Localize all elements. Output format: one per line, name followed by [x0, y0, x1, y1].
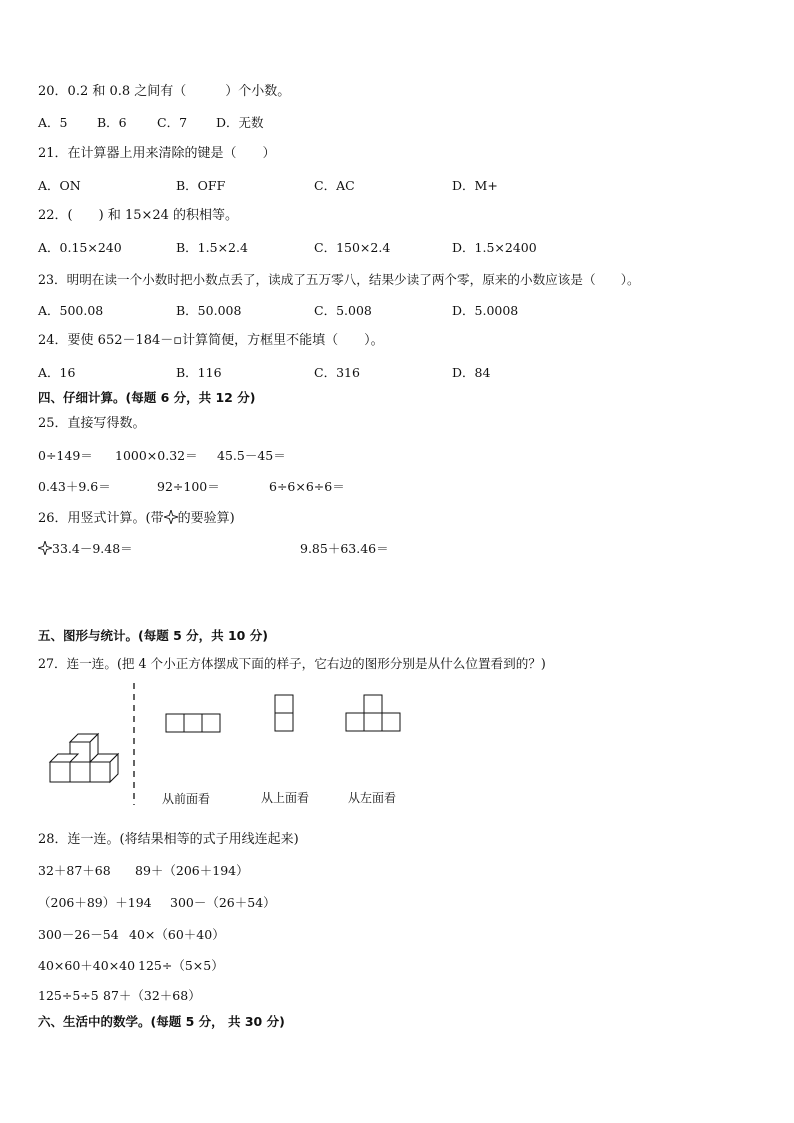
- q25-stem: 25．直接写得数。: [38, 416, 146, 431]
- q26-item-1-text: 33.4－9.48＝: [52, 541, 133, 556]
- q25-item: 92÷100＝: [157, 479, 220, 494]
- q21-stem: 21．在计算器上用来清除的键是（ ）: [38, 146, 276, 161]
- section-5-title: 五、图形与统计。(每题 5 分，共 10 分): [38, 628, 268, 643]
- q28-left-expr: （206＋89）＋194: [38, 895, 152, 910]
- q28-right-expr: 89＋（206＋194）: [135, 863, 249, 878]
- q25-item: 1000×0.32＝: [115, 448, 198, 463]
- q23-option-a: A．500.08: [38, 303, 104, 318]
- q25-item: 0.43＋9.6＝: [38, 479, 111, 494]
- q22-option-b: B．1.5×2.4: [176, 240, 248, 255]
- q23-option-d: D．5.0008: [452, 303, 519, 318]
- q27-stem: 27．连一连。(把 4 个小正方体摆成下面的样子，它右边的图形分别是从什么位置看到的？): [38, 656, 546, 671]
- q24-option-a: A．16: [38, 365, 76, 380]
- q21-option-b: B．OFF: [176, 178, 226, 193]
- q22-stem: 22．( ) 和 15×24 的积相等。: [38, 208, 239, 223]
- q25-item: 0÷149＝: [38, 448, 93, 463]
- q21-option-d: D．M+: [452, 178, 498, 193]
- q26-stem-after: 的要验算): [177, 511, 235, 526]
- q21-option-c: C．AC: [314, 178, 355, 193]
- q26-stem: [38, 510, 235, 527]
- q22-option-a: A．0.15×240: [38, 240, 122, 255]
- q24-option-d: D．84: [452, 365, 491, 380]
- q24-stem: 24．要使 652－184－▫计算简便，方框里不能填（ ）。: [38, 333, 384, 348]
- section-6-title: 六、生活中的数学。(每题 5 分， 共 30 分): [38, 1014, 285, 1029]
- q26-item-1: [38, 541, 133, 557]
- q22-option-d: D．1.5×2400: [452, 240, 537, 255]
- section-4-title: 四、仔细计算。(每题 6 分，共 12 分): [38, 390, 256, 405]
- star-icon: [38, 541, 52, 555]
- q23-option-b: B．50.008: [176, 303, 242, 318]
- label-from-left: 从左面看: [348, 791, 397, 805]
- dashed-divider: [130, 683, 138, 805]
- q23-option-c: C．5.008: [314, 303, 372, 318]
- q20-option-a: A．5: [38, 115, 68, 130]
- q23-stem: 23．明明在读一个小数时把小数点丢了，读成了五万零八，结果少读了两个零，原来的小数应该是（ ）。: [38, 272, 640, 287]
- cube-stack-figure: [40, 728, 130, 794]
- q25-item: 6÷6×6÷6＝: [269, 479, 345, 494]
- q28-left-expr: 125÷5÷5: [38, 988, 99, 1003]
- q28-left-expr: 40×60＋40×40: [38, 958, 136, 973]
- q24-option-c: C．316: [314, 365, 360, 380]
- q26-item-2: 9.85＋63.46＝: [300, 541, 389, 556]
- q22-option-c: C．150×2.4: [314, 240, 391, 255]
- q20-option-c: C．7: [157, 115, 188, 130]
- q28-right-expr: 300－（26＋54）: [170, 895, 276, 910]
- label-from-top: 从上面看: [261, 791, 310, 805]
- label-from-front: 从前面看: [162, 792, 211, 806]
- q28-right-expr: 125÷（5×5）: [138, 958, 224, 973]
- q20-option-d: D．无数: [216, 115, 264, 130]
- q28-right-expr: 87＋（32＋68）: [103, 988, 201, 1003]
- q25-item: 45.5－45＝: [217, 448, 286, 463]
- view-left-figure: [344, 693, 404, 735]
- view-top-figure: [272, 693, 296, 735]
- q24-option-b: B．116: [176, 365, 222, 380]
- q28-left-expr: 300－26－54: [38, 927, 119, 942]
- q20-option-b: B．6: [97, 115, 127, 130]
- star-icon: [164, 510, 178, 524]
- q28-stem: 28．连一连。(将结果相等的式子用线连起来): [38, 832, 299, 847]
- q20-stem: 20．0.2 和 0.8 之间有（ ）个小数。: [38, 84, 291, 99]
- q28-right-expr: 40×（60＋40）: [129, 927, 225, 942]
- view-front-figure: [165, 712, 223, 734]
- q28-left-expr: 32＋87＋68: [38, 863, 111, 878]
- q21-option-a: A．ON: [38, 178, 81, 193]
- q26-stem-before: 26．用竖式计算。(带: [38, 511, 164, 526]
